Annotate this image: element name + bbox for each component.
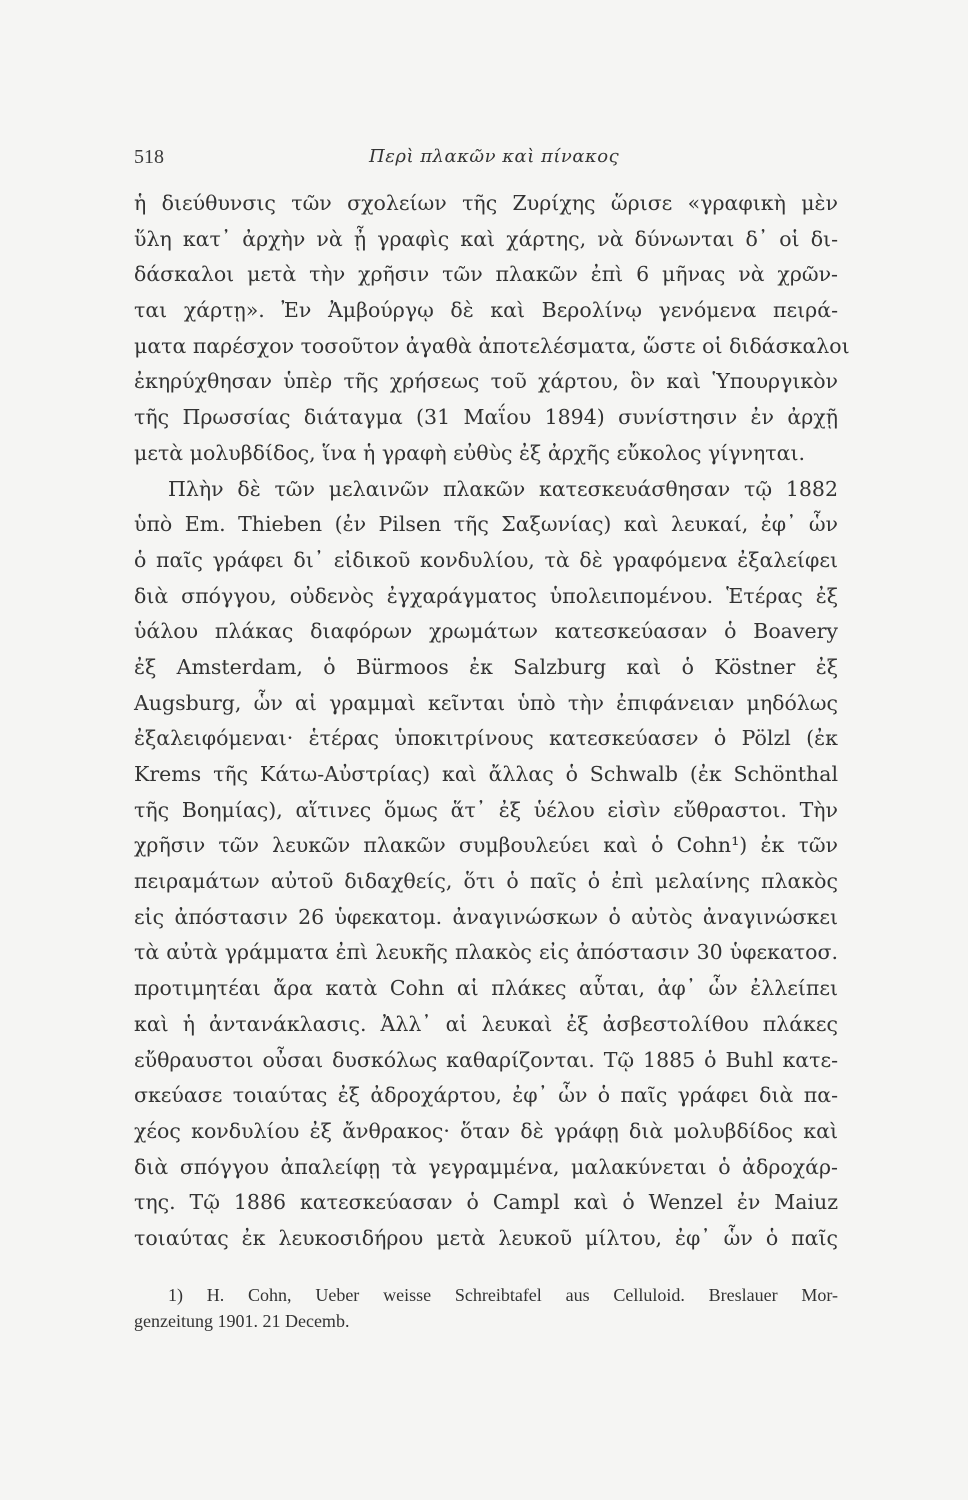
main-text (134, 186, 850, 1257)
text-line: τῆς Πρωσσίας διάταγμα (31 Μαΐου 1894) συνίστησιν ἐν ἀρχῇ (134, 405, 838, 430)
text-line: ἐξαλειφόμεναι· ἑτέρας ὑποκιτρίνους κατεσκεύασεν ὁ Pölzl (ἐκ (134, 726, 838, 751)
text-line: καὶ ἡ ἀντανάκλασις. Ἀλλ᾽ αἱ λευκαὶ ἐξ ἀσβεστολίθου πλάκες (134, 1011, 838, 1036)
text-line: εἰς ἀπόστασιν 26 ὑφεκατομ. ἀναγινώσκων ὁ αὐτὸς ἀναγινώσκει (134, 904, 838, 929)
footnote-line: 1) H. Cohn, Ueber weisse Schreibtafel aus Celluloid. Breslauer Mor- (168, 1285, 838, 1305)
text-line: ματα παρέσχον τοσοῦτον ἀγαθὰ ἀποτελέσματα, ὥστε οἱ διδάσκαλοι (134, 333, 850, 358)
text-line: διὰ σπόγγου, οὐδενὸς ἐγχαράγματος ὑπολειπομένου. Ἑτέρας ἐξ (134, 583, 838, 608)
text-line: χέος κονδυλίου ἐξ ἄνθρακος· ὅταν δὲ γράφῃ διὰ μολυβδίδος καὶ (134, 1118, 838, 1143)
page-header (134, 146, 838, 176)
text-line: ὕλη κατ᾽ ἀρχὴν νὰ ᾖ γραφὶς καὶ χάρτης, νὰ δύνωνται δ᾽ οἱ δι- (134, 226, 838, 251)
text-line: σκεύασε τοιαύτας ἐξ ἀδροχάρτου, ἐφ᾽ ὧν ὁ παῖς γράφει διὰ πα- (134, 1083, 838, 1108)
text-line: Πλὴν δὲ τῶν μελαινῶν πλακῶν κατεσκευάσθησαν τῷ 1882 (168, 476, 838, 501)
text-line: ὑπὸ Em. Thieben (ἐν Pilsen τῆς Σαξωνίας) καὶ λευκαί, ἐφ᾽ ὧν (134, 512, 838, 537)
text-line: ται χάρτῃ». Ἐν Ἀμβούργῳ δὲ καὶ Βερολίνῳ γενόμενα πειρά- (134, 298, 838, 323)
text-line: διὰ σπόγγου ἀπαλείφῃ τὰ γεγραμμένα, μαλακύνεται ὁ ἀδροχάρ- (134, 1154, 838, 1179)
text-line: ὁ παῖς γράφει δι᾽ εἰδικοῦ κονδυλίου, τὰ δὲ γραφόμενα ἐξαλείφει (134, 547, 838, 572)
text-line: δάσκαλοι μετὰ τὴν χρῆσιν τῶν πλακῶν ἐπὶ 6 μῆνας νὰ χρῶν- (134, 262, 838, 287)
text-line: μετὰ μολυβδίδος, ἵνα ἡ γραφὴ εὐθὺς ἐξ ἀρχῆς εὔκολος γίγνηται. (134, 440, 806, 465)
text-line: πειραμάτων αὐτοῦ διδαχθείς, ὅτι ὁ παῖς ὁ ἐπὶ μελαίνης πλακὸς (134, 869, 838, 894)
text-line: Krems τῆς Κάτω-Αὐστρίας) καὶ ἄλλας ὁ Schwalb (ἐκ Schönthal (134, 762, 838, 786)
text-line: ἡ διεύθυνσις τῶν σχολείων τῆς Ζυρίχης ὥρισε «γραφικὴ μὲν (134, 191, 838, 215)
text-line: ἐκηρύχθησαν ὑπὲρ τῆς χρήσεως τοῦ χάρτου, ὃν καὶ Ὑπουργικὸν (134, 369, 838, 394)
text-line: εὔθραυστοι οὖσαι δυσκόλως καθαρίζονται. Τῷ 1885 ὁ Buhl κατε- (134, 1047, 838, 1072)
text-line: τοιαύτας ἐκ λευκοσιδήρου μετὰ λευκοῦ μίλτου, ἐφ᾽ ὧν ὁ παῖς (134, 1225, 838, 1250)
footnote-line: genzeitung 1901. 21 Decemb. (134, 1311, 350, 1331)
text-line: Augsburg, ὧν αἱ γραμμαὶ κεῖνται ὑπὸ τὴν ἐπιφάνειαν μηδόλως (134, 690, 838, 715)
page-number: 518 (134, 146, 164, 168)
text-line: της. Τῷ 1886 κατεσκεύασαν ὁ Campl καὶ ὁ Wenzel ἐν Maiuz (134, 1190, 838, 1215)
text-line: προτιμητέαι ἄρα κατὰ Cohn αἱ πλάκες αὗται, ἀφ᾽ ὧν ἐλλείπει (134, 976, 838, 1001)
footnotes (134, 1282, 838, 1334)
running-title: Περὶ πλακῶν καὶ πίνακος (369, 146, 620, 167)
text-line: τὰ αὐτὰ γράμματα ἐπὶ λευκῆς πλακὸς εἰς ἀπόστασιν 30 ὑφεκατοσ. (134, 940, 838, 965)
text-line: ἐξ Amsterdam, ὁ Bürmoos ἐκ Salzburg καὶ ὁ Köstner ἐξ (134, 654, 838, 679)
text-line: τῆς Βοημίας), αἵτινες ὅμως ἅτ᾽ ἐξ ὑέλου εἰσὶν εὔθραστοι. Τὴν (134, 797, 838, 822)
text-line: χρῆσιν τῶν λευκῶν πλακῶν συμβουλεύει καὶ ὁ Cohn¹) ἐκ τῶν (134, 833, 838, 858)
text-line: ὑάλου πλάκας διαφόρων χρωμάτων κατεσκεύασαν ὁ Boavery (134, 619, 838, 644)
